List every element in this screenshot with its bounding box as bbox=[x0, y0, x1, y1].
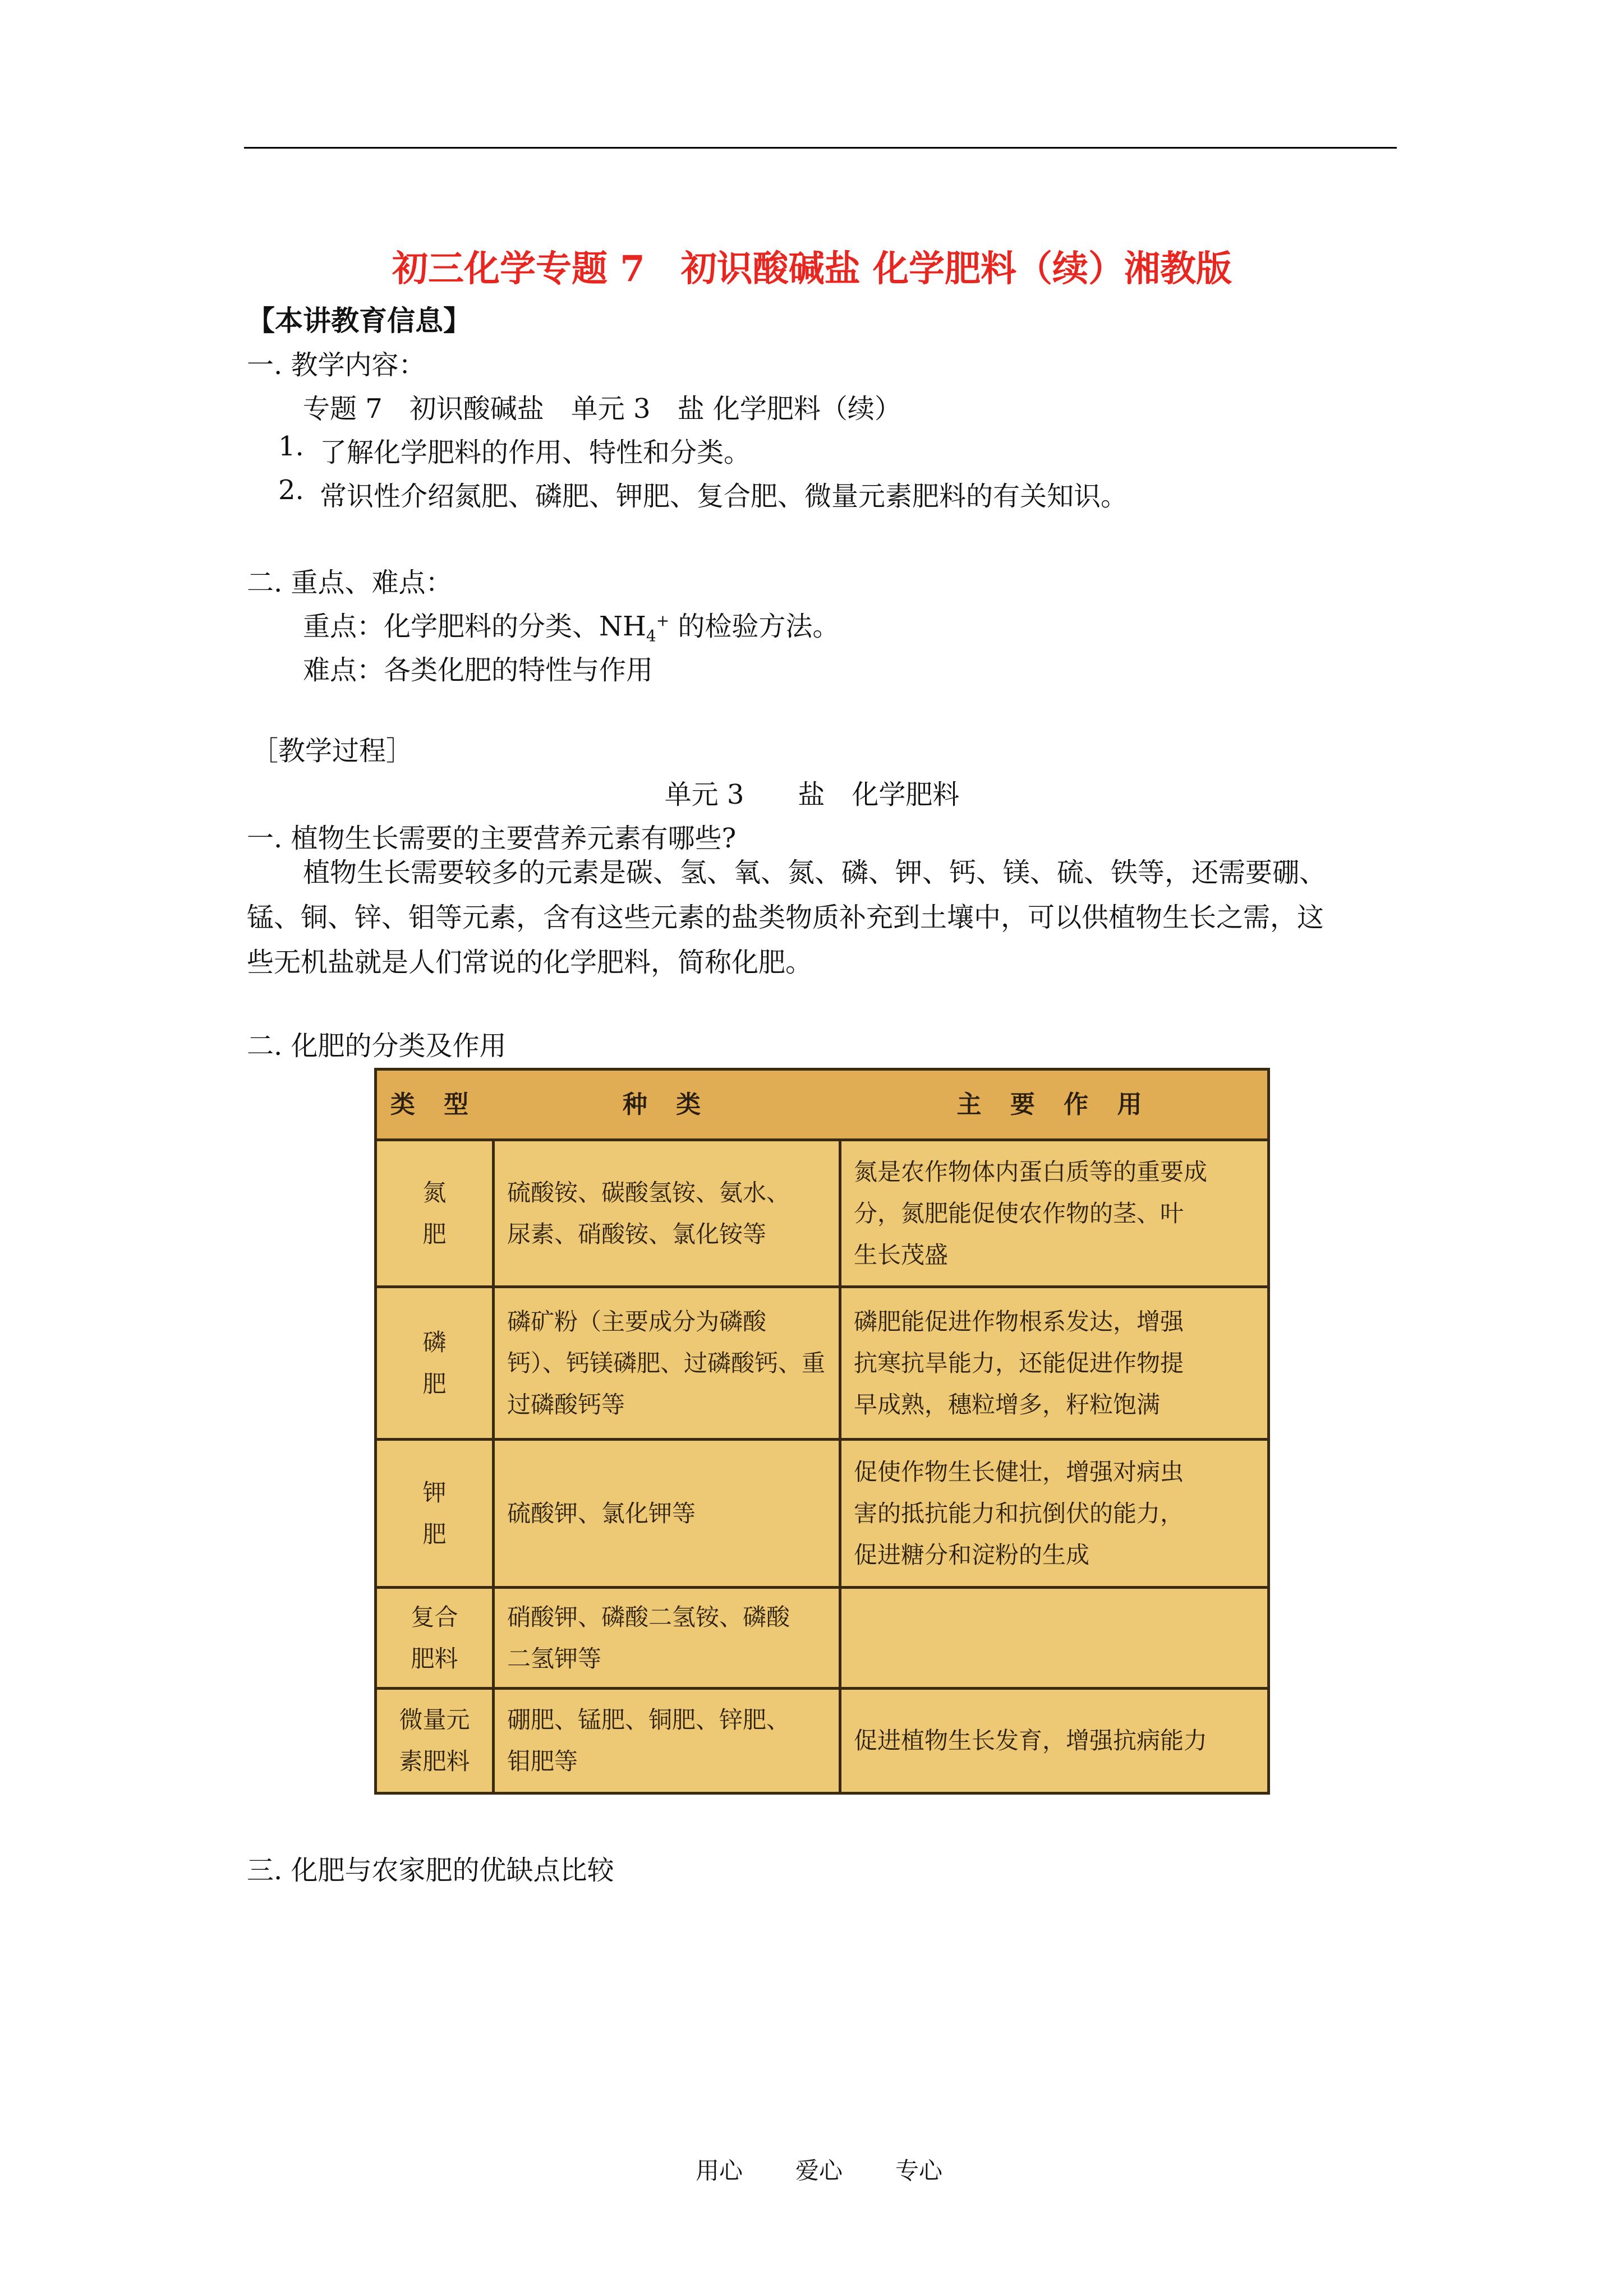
header-rule bbox=[244, 147, 1397, 149]
row-kinds: 硝酸钾、磷酸二氢铵、磷酸 二氢钾等 bbox=[507, 1603, 790, 1672]
table-row bbox=[377, 1141, 1267, 1288]
section1-item-2-text: 常识性介绍氮肥、磷肥、钾肥、复合肥、微量元素肥料的有关知识。 bbox=[320, 481, 1128, 512]
section1-heading: 一. 教学内容： bbox=[247, 349, 426, 381]
difficult-point: 难点：各类化肥的特性与作用 bbox=[303, 654, 654, 686]
info-heading: 【本讲教育信息】 bbox=[247, 304, 471, 337]
section1-item-2-num: 2. bbox=[278, 474, 304, 506]
section1-item-1-num: 1. bbox=[278, 431, 304, 462]
row-effect: 氮是农作物体内蛋白质等的重要成 分，氮肥能促使农作物的茎、叶 生长茂盛 bbox=[854, 1158, 1208, 1269]
footer-text-2: 爱心 bbox=[795, 2157, 843, 2184]
header-type: 类 型 bbox=[390, 1090, 479, 1119]
section1-topic: 专题 7 初识酸碱盐 单元 3 盐 化学肥料（续） bbox=[303, 393, 901, 425]
table-row bbox=[377, 1589, 1267, 1690]
key-point: 重点：化学肥料的分类、$NH_4^+$ 的检验方法。 bbox=[303, 611, 840, 646]
row-type: 钾 肥 bbox=[422, 1478, 447, 1548]
q3-heading: 三. 化肥与农家肥的优缺点比较 bbox=[247, 1855, 614, 1886]
q1-line-3: 些无机盐就是人们常说的化学肥料，简称化肥。 bbox=[247, 947, 813, 978]
row-effect: 磷肥能促进作物根系发达，增强 抗寒抗旱能力，还能促进作物提 早成熟，穗粒增多，籽粒饱满 bbox=[854, 1307, 1184, 1418]
row-type: 氮 肥 bbox=[422, 1178, 447, 1248]
row-type: 微量元 素肥料 bbox=[399, 1706, 470, 1775]
row-kinds: 硫酸铵、碳酸氢铵、氨水、 尿素、硝酸铵、氯化铵等 bbox=[507, 1178, 790, 1248]
q2-heading: 二. 化肥的分类及作用 bbox=[247, 1030, 507, 1062]
unit-title: 单元 3 盐 化学肥料 bbox=[664, 779, 960, 810]
row-type: 磷 肥 bbox=[422, 1328, 447, 1398]
table-row bbox=[377, 1690, 1267, 1792]
row-kinds: 硼肥、锰肥、铜肥、锌肥、 钼肥等 bbox=[507, 1706, 790, 1775]
header-kinds: 种 类 bbox=[622, 1090, 711, 1119]
process-heading: ［教学过程］ bbox=[251, 735, 413, 767]
table-row bbox=[377, 1441, 1267, 1589]
row-effect: 促使作物生长健壮，增强对病虫 害的抵抗能力和抗倒伏的能力， 促进糖分和淀粉的生成 bbox=[854, 1458, 1184, 1569]
table-row bbox=[377, 1288, 1267, 1441]
section2-heading: 二. 重点、难点： bbox=[247, 567, 453, 598]
row-effect bbox=[841, 1589, 1267, 1687]
q1-line-2: 锰、铜、锌、钼等元素，含有这些元素的盐类物质补充到土壤中，可以供植物生长之需，这 bbox=[247, 902, 1324, 933]
row-kinds: 磷矿粉（主要成分为磷酸 钙）、钙镁磷肥、过磷酸钙、重 过磷酸钙等 bbox=[507, 1307, 826, 1418]
row-type: 复合 肥料 bbox=[411, 1603, 458, 1672]
fertilizer-table bbox=[374, 1068, 1270, 1795]
row-kinds: 硫酸钾、氯化钾等 bbox=[507, 1499, 696, 1527]
footer-text-1: 用心 bbox=[696, 2157, 743, 2184]
q1-line-1: 植物生长需要较多的元素是碳、氢、氧、氮、磷、钾、钙、镁、硫、铁等，还需要硼、 bbox=[303, 857, 1327, 888]
header-effect: 主 要 作 用 bbox=[956, 1090, 1152, 1119]
row-effect: 促进植物生长发育，增强抗病能力 bbox=[854, 1727, 1208, 1754]
section1-item-1-text: 了解化学肥料的作用、特性和分类。 bbox=[320, 437, 751, 468]
q1-heading: 一. 植物生长需要的主要营养元素有哪些? bbox=[247, 823, 737, 854]
document-title: 初三化学专题 7 初识酸碱盐 化学肥料（续）湘教版 bbox=[392, 248, 1232, 290]
table-header-row bbox=[377, 1071, 1267, 1141]
footer-text-3: 专心 bbox=[895, 2157, 943, 2184]
